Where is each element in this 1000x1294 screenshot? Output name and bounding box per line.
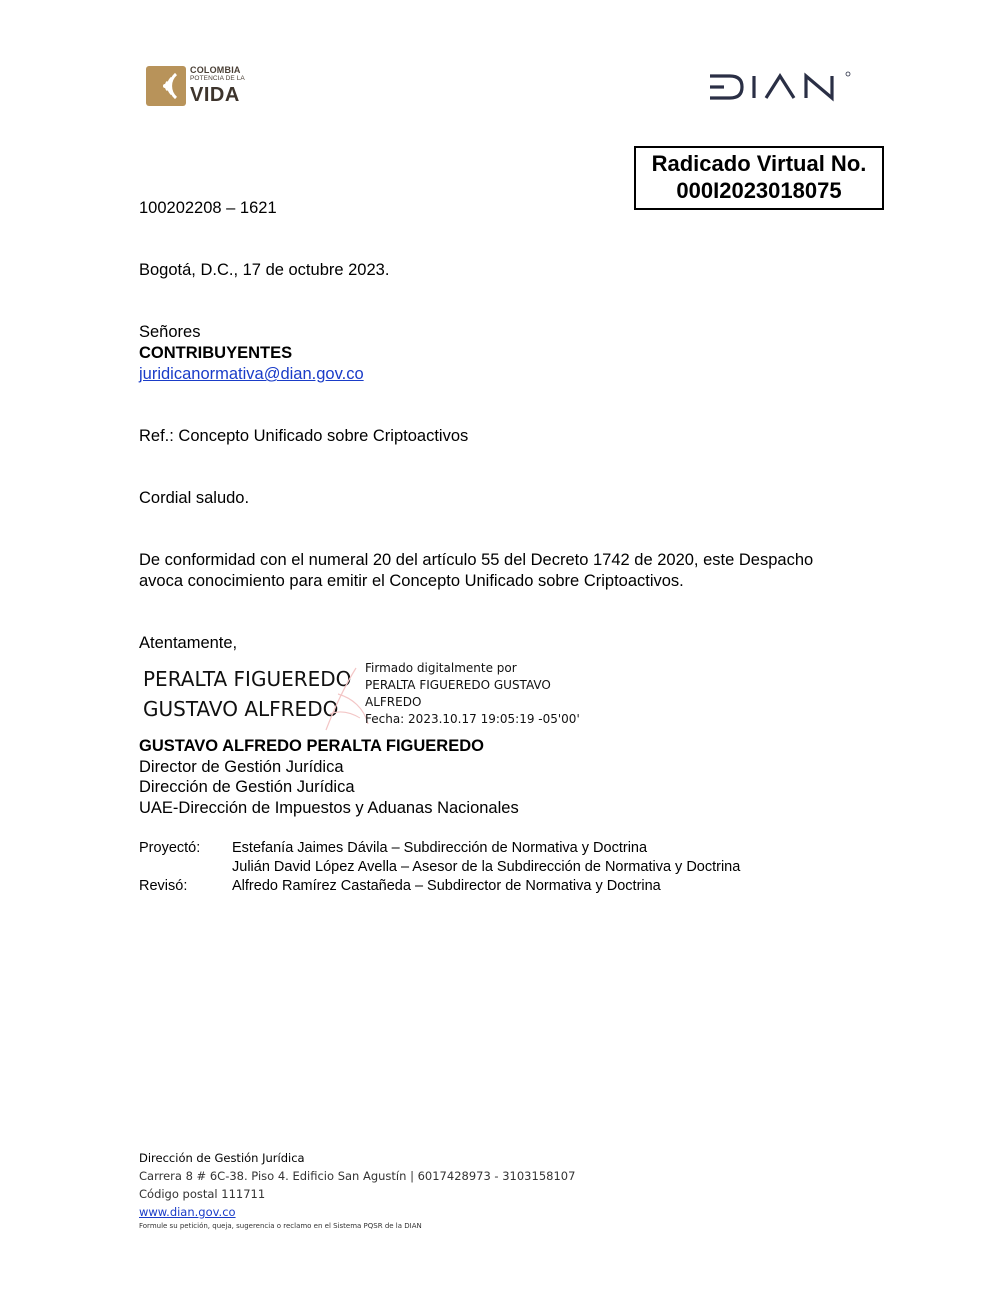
recipient: CONTRIBUYENTES <box>139 344 293 362</box>
signature-info-line-3: ALFREDO <box>365 695 422 709</box>
signer-name: GUSTAVO ALFREDO PERALTA FIGUEREDO <box>139 737 484 755</box>
recipient-email-link[interactable]: juridicanormativa@dian.gov.co <box>139 365 364 383</box>
reference-subject: Ref.: Concepto Unificado sobre Criptoactivos <box>139 427 469 445</box>
signature-info-line-1: Firmado digitalmente por <box>365 661 517 675</box>
logo-line-potencia: POTENCIA DE LA <box>190 75 245 82</box>
radicado-label: Radicado Virtual No. <box>651 151 867 176</box>
signer-title-1: Director de Gestión Jurídica <box>139 758 344 776</box>
reference-number: 100202208 – 1621 <box>139 199 277 217</box>
footer-note: Formule su petición, queja, sugerencia o reclamo en el Sistema PQSR de la DIAN <box>139 1222 422 1230</box>
body-line-2: avoca conocimiento para emitir el Concepto Unificado sobre Criptoactivos. <box>139 572 684 590</box>
greeting: Cordial saludo. <box>139 489 250 507</box>
footer-postal-code: Código postal 111711 <box>139 1187 266 1201</box>
dian-wordmark-icon <box>708 70 854 104</box>
signature-info-line-4: Fecha: 2023.10.17 19:05:19 -05'00' <box>365 712 580 726</box>
proyecto-label: Proyectó: <box>139 840 201 856</box>
body-line-1: De conformidad con el numeral 20 del artículo 55 del Decreto 1742 de 2020, este Despacho <box>139 551 814 569</box>
signature-name-line-2: GUSTAVO ALFREDO <box>143 697 339 721</box>
dian-logo <box>708 70 854 104</box>
radicado-box <box>634 146 884 210</box>
salutation-to: Señores <box>139 323 201 341</box>
signer-title-2: Dirección de Gestión Jurídica <box>139 778 355 796</box>
footer-title: Dirección de Gestión Jurídica <box>139 1151 305 1165</box>
logo-line-colombia: COLOMBIA <box>190 65 241 75</box>
signature-name-line-1: PERALTA FIGUEREDO <box>143 667 352 691</box>
proyecto-line-1: Estefanía Jaimes Dávila – Subdirección de Normativa y Doctrina <box>232 840 648 856</box>
radicado-number: 000I2023018075 <box>676 178 842 203</box>
reviso-label: Revisó: <box>139 878 188 894</box>
reviso-line-1: Alfredo Ramírez Castañeda – Subdirector de Normativa y Doctrina <box>232 878 661 894</box>
logo-line-vida: VIDA <box>190 84 240 106</box>
proyecto-line-2: Julián David López Avella – Asesor de la Subdirección de Normativa y Doctrina <box>232 859 741 875</box>
colombia-potencia-vida-logo <box>146 64 266 108</box>
footer-website-link[interactable]: www.dian.gov.co <box>139 1205 236 1219</box>
signer-title-3: UAE-Dirección de Impuestos y Aduanas Nacionales <box>139 799 519 817</box>
date-line: Bogotá, D.C., 17 de octubre 2023. <box>139 261 390 279</box>
signature-info-line-2: PERALTA FIGUEREDO GUSTAVO <box>365 678 551 692</box>
colombia-vida-emblem-icon <box>146 66 186 106</box>
closing: Atentamente, <box>139 634 238 652</box>
footer-address: Carrera 8 # 6C-38. Piso 4. Edificio San Agustín | 6017428973 - 3103158107 <box>139 1169 576 1183</box>
